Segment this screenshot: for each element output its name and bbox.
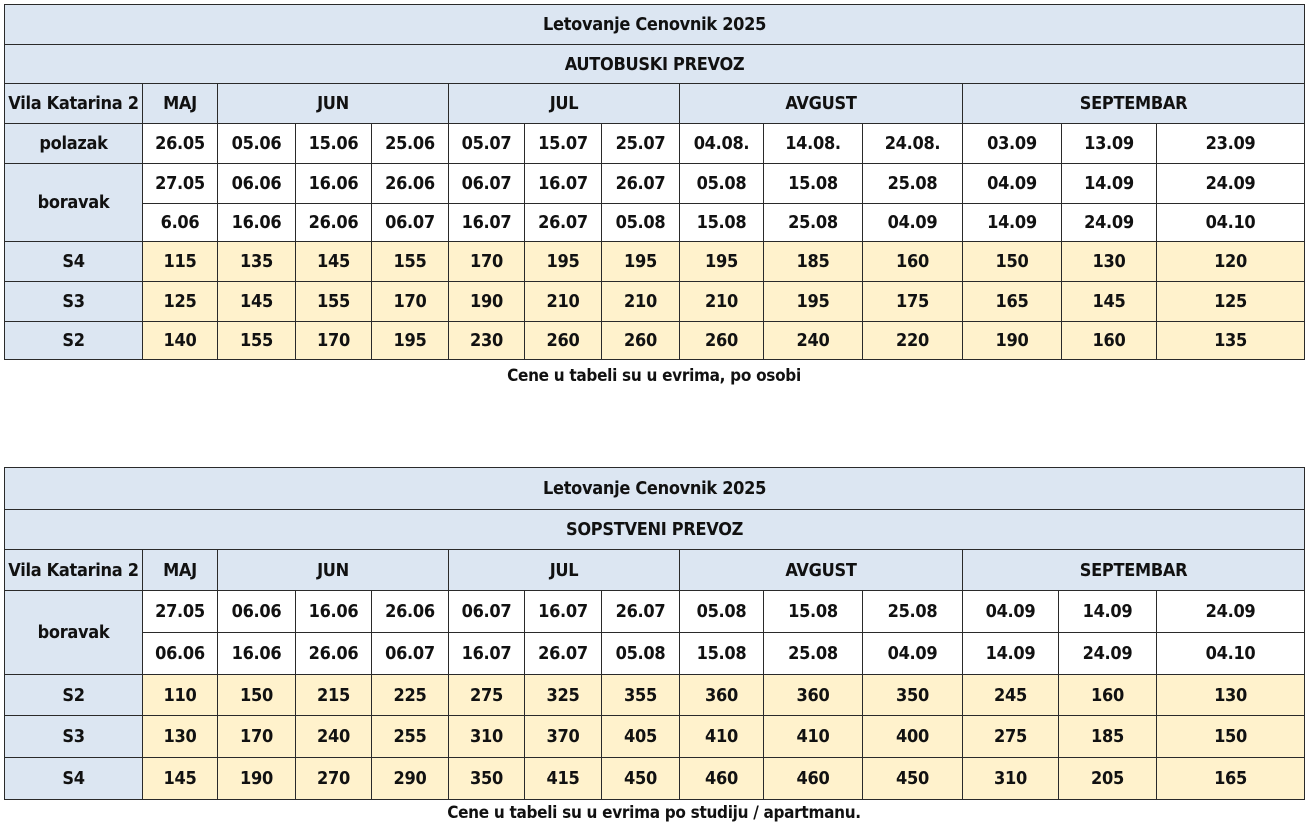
price-cell: 155 — [296, 282, 372, 322]
price-cell: 260 — [525, 322, 602, 360]
date-cell: 14.09 — [963, 633, 1059, 675]
date-cell: 04.10 — [1157, 204, 1305, 242]
room-type-label: S4 — [5, 242, 143, 282]
date-cell: 27.05 — [143, 164, 218, 204]
table-title: Letovanje Cenovnik 2025 — [5, 468, 1305, 510]
date-cell: 15.08 — [764, 591, 863, 633]
price-cell: 150 — [1157, 716, 1305, 758]
price-cell: 195 — [602, 242, 680, 282]
corner-label: Vila Katarina 2 — [5, 550, 143, 591]
price-cell: 155 — [218, 322, 296, 360]
price-cell: 145 — [1062, 282, 1157, 322]
date-cell: 06.07 — [449, 591, 525, 633]
price-cell: 220 — [863, 322, 963, 360]
price-cell: 240 — [296, 716, 372, 758]
date-cell: 25.08 — [863, 591, 963, 633]
price-cell: 120 — [1157, 242, 1305, 282]
price-cell: 215 — [296, 675, 372, 716]
price-cell: 130 — [1062, 242, 1157, 282]
price-cell: 135 — [1157, 322, 1305, 360]
price-cell: 195 — [764, 282, 863, 322]
price-cell: 460 — [680, 758, 764, 800]
price-cell: 205 — [1059, 758, 1157, 800]
date-cell: 24.09 — [1062, 204, 1157, 242]
price-cell: 350 — [863, 675, 963, 716]
date-cell: 06.07 — [372, 204, 449, 242]
price-table-own-transport — [4, 467, 1305, 800]
price-cell: 260 — [680, 322, 764, 360]
price-cell: 325 — [525, 675, 602, 716]
price-cell: 185 — [1059, 716, 1157, 758]
price-cell: 155 — [372, 242, 449, 282]
boravak-to-row — [5, 633, 1305, 675]
price-cell: 355 — [602, 675, 680, 716]
price-cell: 260 — [602, 322, 680, 360]
date-cell: 14.09 — [1062, 164, 1157, 204]
date-cell: 16.07 — [449, 204, 525, 242]
month-header: AVGUST — [680, 550, 963, 591]
row-label: boravak — [5, 164, 143, 242]
date-cell: 04.09 — [863, 633, 963, 675]
date-cell: 26.06 — [296, 204, 372, 242]
date-cell: 26.05 — [143, 124, 218, 164]
date-cell: 24.09 — [1157, 164, 1305, 204]
table-subtitle: AUTOBUSKI PREVOZ — [5, 45, 1305, 84]
date-cell: 14.09 — [1059, 591, 1157, 633]
month-header: AVGUST — [680, 84, 963, 124]
price-cell: 230 — [449, 322, 525, 360]
price-cell: 290 — [372, 758, 449, 800]
month-header: MAJ — [143, 550, 218, 591]
month-header: JUN — [218, 550, 449, 591]
price-cell: 160 — [1062, 322, 1157, 360]
price-note: Cene u tabeli su u evrima, po osobi — [507, 366, 801, 386]
date-cell: 25.08 — [764, 633, 863, 675]
price-cell: 115 — [143, 242, 218, 282]
date-cell: 14.08. — [764, 124, 863, 164]
date-cell: 04.09 — [963, 164, 1062, 204]
price-cell: 170 — [218, 716, 296, 758]
date-cell: 26.07 — [602, 591, 680, 633]
price-cell: 170 — [372, 282, 449, 322]
price-cell: 165 — [1157, 758, 1305, 800]
price-cell: 195 — [525, 242, 602, 282]
date-cell: 15.06 — [296, 124, 372, 164]
date-cell: 25.06 — [372, 124, 449, 164]
room-type-label: S2 — [5, 322, 143, 360]
date-cell: 06.06 — [218, 164, 296, 204]
month-header: SEPTEMBAR — [963, 550, 1305, 591]
price-row — [5, 716, 1305, 758]
price-cell: 210 — [602, 282, 680, 322]
month-header: SEPTEMBAR — [963, 84, 1305, 124]
date-cell: 24.09 — [1157, 591, 1305, 633]
price-cell: 415 — [525, 758, 602, 800]
month-header: JUN — [218, 84, 449, 124]
price-cell: 275 — [449, 675, 525, 716]
price-cell: 170 — [449, 242, 525, 282]
date-cell: 26.06 — [372, 591, 449, 633]
price-cell: 310 — [449, 716, 525, 758]
price-cell: 450 — [863, 758, 963, 800]
date-cell: 05.07 — [449, 124, 525, 164]
price-cell: 145 — [218, 282, 296, 322]
date-cell: 26.07 — [602, 164, 680, 204]
price-row — [5, 675, 1305, 716]
price-table-bus — [4, 4, 1305, 360]
price-cell: 150 — [963, 242, 1062, 282]
price-cell: 160 — [863, 242, 963, 282]
price-cell: 400 — [863, 716, 963, 758]
date-cell: 13.09 — [1062, 124, 1157, 164]
price-cell: 195 — [372, 322, 449, 360]
date-cell: 27.05 — [143, 591, 218, 633]
date-cell: 26.07 — [525, 204, 602, 242]
price-cell: 275 — [963, 716, 1059, 758]
date-cell: 06.07 — [372, 633, 449, 675]
date-cell: 05.06 — [218, 124, 296, 164]
room-type-label: S3 — [5, 282, 143, 322]
price-cell: 310 — [963, 758, 1059, 800]
price-cell: 410 — [680, 716, 764, 758]
price-cell: 170 — [296, 322, 372, 360]
month-header: JUL — [449, 550, 680, 591]
price-cell: 150 — [218, 675, 296, 716]
table-title: Letovanje Cenovnik 2025 — [5, 5, 1305, 45]
date-cell: 25.07 — [602, 124, 680, 164]
room-type-label: S2 — [5, 675, 143, 716]
price-row — [5, 282, 1305, 322]
date-cell: 15.08 — [764, 164, 863, 204]
corner-label: Vila Katarina 2 — [5, 84, 143, 124]
table-subtitle: SOPSTVENI PREVOZ — [5, 510, 1305, 550]
price-cell: 145 — [296, 242, 372, 282]
date-cell: 16.06 — [218, 204, 296, 242]
price-cell: 140 — [143, 322, 218, 360]
price-row — [5, 322, 1305, 360]
price-cell: 130 — [1157, 675, 1305, 716]
date-cell: 04.08. — [680, 124, 764, 164]
price-cell: 195 — [680, 242, 764, 282]
boravak-from-row — [5, 591, 1305, 633]
date-cell: 15.07 — [525, 124, 602, 164]
price-cell: 460 — [764, 758, 863, 800]
price-cell: 360 — [680, 675, 764, 716]
price-cell: 225 — [372, 675, 449, 716]
price-cell: 165 — [963, 282, 1062, 322]
date-cell: 26.06 — [372, 164, 449, 204]
date-cell: 6.06 — [143, 204, 218, 242]
date-cell: 04.09 — [963, 591, 1059, 633]
date-cell: 26.07 — [525, 633, 602, 675]
date-cell: 03.09 — [963, 124, 1062, 164]
date-cell: 05.08 — [680, 164, 764, 204]
date-cell: 16.06 — [296, 591, 372, 633]
date-cell: 06.06 — [143, 633, 218, 675]
price-cell: 240 — [764, 322, 863, 360]
price-cell: 405 — [602, 716, 680, 758]
date-cell: 06.06 — [218, 591, 296, 633]
price-cell: 135 — [218, 242, 296, 282]
date-cell: 04.09 — [863, 204, 963, 242]
price-cell: 145 — [143, 758, 218, 800]
price-cell: 185 — [764, 242, 863, 282]
price-cell: 190 — [218, 758, 296, 800]
price-cell: 245 — [963, 675, 1059, 716]
date-cell: 05.08 — [602, 204, 680, 242]
date-cell: 24.09 — [1059, 633, 1157, 675]
price-cell: 210 — [680, 282, 764, 322]
date-cell: 16.07 — [525, 591, 602, 633]
price-cell: 450 — [602, 758, 680, 800]
price-cell: 110 — [143, 675, 218, 716]
price-note: Cene u tabeli su u evrima po studiju / apartmanu. — [447, 803, 861, 823]
price-row — [5, 758, 1305, 800]
row-label: boravak — [5, 591, 143, 675]
price-cell: 270 — [296, 758, 372, 800]
polazak-row — [5, 124, 1305, 164]
date-cell: 26.06 — [296, 633, 372, 675]
date-cell: 06.07 — [449, 164, 525, 204]
price-cell: 175 — [863, 282, 963, 322]
date-cell: 16.06 — [218, 633, 296, 675]
price-row — [5, 242, 1305, 282]
date-cell: 15.08 — [680, 204, 764, 242]
date-cell: 25.08 — [764, 204, 863, 242]
date-cell: 14.09 — [963, 204, 1062, 242]
price-cell: 190 — [963, 322, 1062, 360]
boravak-from-row — [5, 164, 1305, 204]
date-cell: 23.09 — [1157, 124, 1305, 164]
price-cell: 190 — [449, 282, 525, 322]
price-cell: 160 — [1059, 675, 1157, 716]
price-cell: 360 — [764, 675, 863, 716]
price-cell: 125 — [1157, 282, 1305, 322]
date-cell: 25.08 — [863, 164, 963, 204]
price-cell: 130 — [143, 716, 218, 758]
month-header-row — [5, 550, 1305, 591]
date-cell: 04.10 — [1157, 633, 1305, 675]
price-cell: 125 — [143, 282, 218, 322]
room-type-label: S3 — [5, 716, 143, 758]
price-cell: 350 — [449, 758, 525, 800]
price-cell: 410 — [764, 716, 863, 758]
price-cell: 210 — [525, 282, 602, 322]
date-cell: 05.08 — [680, 591, 764, 633]
room-type-label: S4 — [5, 758, 143, 800]
month-header-row — [5, 84, 1305, 124]
month-header: JUL — [449, 84, 680, 124]
date-cell: 05.08 — [602, 633, 680, 675]
date-cell: 16.07 — [525, 164, 602, 204]
boravak-to-row — [5, 204, 1305, 242]
date-cell: 16.06 — [296, 164, 372, 204]
date-cell: 16.07 — [449, 633, 525, 675]
date-cell: 24.08. — [863, 124, 963, 164]
month-header: MAJ — [143, 84, 218, 124]
price-cell: 255 — [372, 716, 449, 758]
date-cell: 15.08 — [680, 633, 764, 675]
row-label: polazak — [5, 124, 143, 164]
price-cell: 370 — [525, 716, 602, 758]
